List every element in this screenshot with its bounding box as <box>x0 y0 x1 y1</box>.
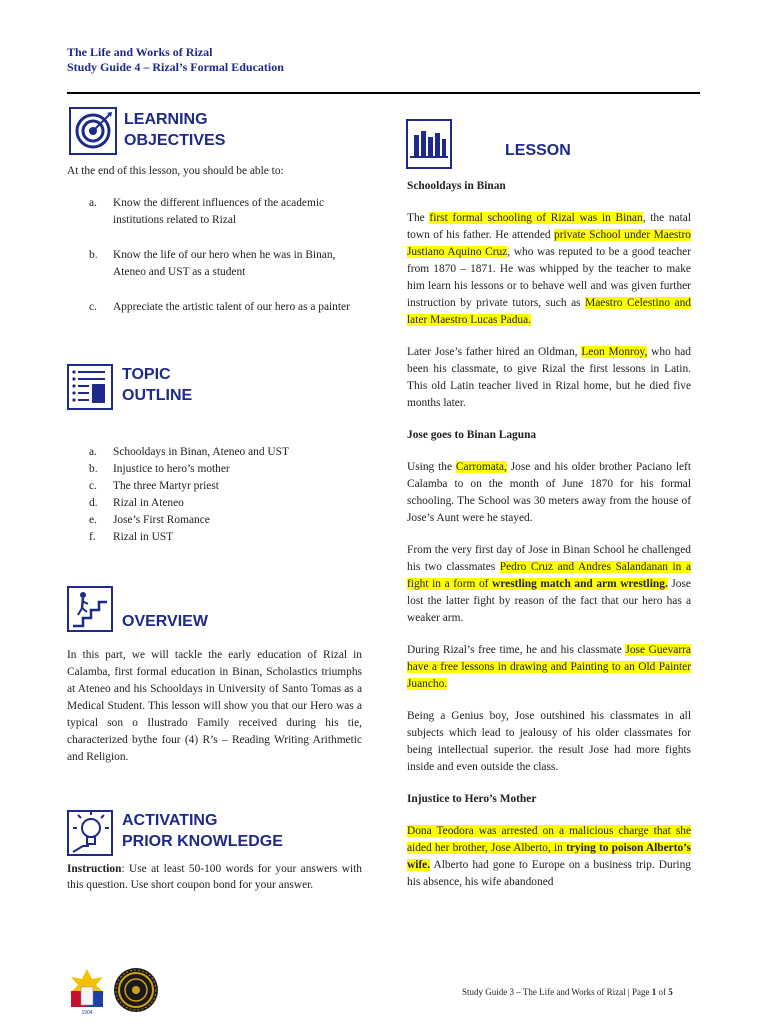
topic-letter: a. <box>89 446 97 458</box>
university-logo <box>66 967 108 1017</box>
list-item <box>89 461 359 478</box>
college-seal <box>113 967 159 1013</box>
objective-item <box>89 247 359 281</box>
topic-outline-title-line2: OUTLINE <box>122 387 193 404</box>
text-span: Jose lost the latter fight by reason of the fact that our hero has a weaker arm. <box>407 578 691 624</box>
topic-letter: c. <box>89 480 97 492</box>
page-total: 5 <box>668 987 673 997</box>
objective-text: Know the life of our hero when he was in Binan, Ateneo and UST as a student <box>113 249 336 278</box>
list-item <box>89 444 359 461</box>
text-span: During Rizal’s free time, he and his classmate <box>407 644 626 656</box>
objective-letter: b. <box>89 249 98 261</box>
topic-letter: f. <box>89 531 96 543</box>
highlighted-text: Dona Teodora was arrested on a malicious charge that she aided her brother, Jose Alberto, in <box>407 825 691 854</box>
course-title: The Life and Works of Rizal <box>67 45 213 59</box>
list-item <box>89 478 359 495</box>
lesson-paragraph <box>407 459 691 527</box>
text-span: , the natal town of his father. He attended <box>407 212 691 241</box>
text-span: From the very first day of Jose in Binan School he challenged his two classmates <box>407 544 691 573</box>
text-span: The <box>407 212 430 224</box>
topic-text: Jose’s First Romance <box>113 514 210 526</box>
footer-of: of <box>656 987 669 997</box>
lightbulb-icon <box>67 810 113 856</box>
objective-text: Appreciate the artistic talent of our hero as a painter <box>113 301 350 313</box>
books-icon <box>406 119 452 169</box>
page-footer <box>462 987 702 997</box>
topic-text: Injustice to hero’s mother <box>113 463 230 475</box>
footer-text: Study Guide 3 – The Life and Works of Rizal | Page <box>462 987 652 997</box>
list-item <box>89 495 359 512</box>
list-icon <box>67 364 113 410</box>
highlighted-text: first formal schooling of Rizal was in Binan <box>429 212 643 224</box>
topic-text: The three Martyr priest <box>113 480 219 492</box>
objective-item <box>89 299 359 316</box>
highlighted-text: Jose Guevarra have a free lessons in drawing and Painting to an Old Painter Juancho. <box>407 644 691 690</box>
lesson-paragraph <box>407 542 691 627</box>
activating-instruction <box>67 861 362 893</box>
activating-title-line1: ACTIVATING <box>122 812 218 829</box>
learning-objectives-title-line1: LEARNING <box>124 111 208 128</box>
topic-letter: b. <box>89 463 98 475</box>
topic-outline-title-line1: TOPIC <box>122 366 171 383</box>
learning-objectives-title-line2: OBJECTIVES <box>124 132 226 149</box>
instruction-label: Instruction <box>67 863 122 875</box>
highlighted-text: Pedro Cruz and Andres Salandanan in a fight in a form of <box>407 561 691 590</box>
logo-year: 1904 <box>81 1010 93 1016</box>
lesson-title: LESSON <box>505 142 571 159</box>
study-guide-title: Study Guide 4 – Rizal’s Formal Education <box>67 60 284 74</box>
lesson-paragraph: Being a Genius boy, Jose outshined his classmates in all subjects which lead to jealousy of his older classmates for being intellectual superior. the result Jose had more fights inside and even outside the class. <box>407 710 691 773</box>
objective-letter: a. <box>89 197 97 209</box>
objectives-intro: At the end of this lesson, you should be able to: <box>67 165 284 177</box>
highlighted-text: Leon Monroy, <box>581 346 648 358</box>
overview-title: OVERVIEW <box>122 613 208 630</box>
topic-text: Rizal in UST <box>113 531 174 543</box>
activating-title-line2: PRIOR KNOWLEDGE <box>122 833 283 850</box>
instruction-text: : Use at least 50-100 words for your answers with this question. Use short coupon bond for your answer. <box>67 863 362 891</box>
text-span: Using the <box>407 461 456 473</box>
objective-text: Know the different influences of the academic institutions related to Rizal <box>113 197 325 226</box>
highlighted-text: private School under Maestro Justiano Aquino Cruz <box>407 229 691 258</box>
topic-list <box>89 444 359 546</box>
lesson-subheading: Injustice to Hero’s Mother <box>407 793 537 805</box>
topic-text: Schooldays in Binan, Ateneo and UST <box>113 446 289 458</box>
activating-title <box>122 810 283 852</box>
objective-item <box>89 195 359 229</box>
lesson-paragraph <box>407 210 691 329</box>
topic-text: Rizal in Ateneo <box>113 497 184 509</box>
lesson-subheading: Schooldays in Binan <box>407 180 506 192</box>
objective-letter: c. <box>89 301 97 313</box>
text-span: who had been his classmate, to give Rizal the first lessons in Latin. This old Latin teacher lived in Rizal home, but he died five months later. <box>407 346 691 409</box>
target-icon <box>69 107 117 155</box>
overview-body: In this part, we will tackle the early education of Rizal in Calamba, first formal education in Binan, Scholastics triumphs at Ateneo and his Schooldays in University of Santo Tomas as a Medical Student. This lesson will show you that our Hero was a typical son o Ilustrado Family received during his tie, characterized bythe four (4) R’s – Reading Writing Arithmetic and Religion. <box>67 649 362 763</box>
lesson-subheading: Jose goes to Binan Laguna <box>407 429 537 441</box>
list-item <box>89 512 359 529</box>
text-span: , who was reputed to be a good teacher from 1870 – 1871. He was whipped by the teacher to make him learn his lessons or to behave well and was given further instruction by private tutors, such as <box>407 246 691 309</box>
text-span: Alberto had gone to Europe on a business trip. During his absence, his wife abandoned <box>407 859 691 888</box>
lesson-paragraph <box>407 344 691 412</box>
topic-outline-title <box>122 364 192 406</box>
lesson-paragraph <box>407 823 691 891</box>
lesson-body <box>407 178 691 891</box>
page-number: 1 <box>651 987 657 997</box>
highlighted-bold-text: trying to poison Alberto’s wife. <box>407 842 691 871</box>
lesson-paragraph <box>407 642 691 693</box>
list-item <box>89 529 359 546</box>
header-rule <box>67 92 700 94</box>
highlighted-text: Carromata, <box>455 461 507 473</box>
learning-objectives-title <box>124 109 225 151</box>
topic-letter: d. <box>89 497 98 509</box>
document-header <box>67 45 284 75</box>
highlighted-bold-text: wrestling match and arm wrestling. <box>492 578 668 590</box>
stairs-climber-icon <box>67 586 113 632</box>
text-span: Jose and his older brother Paciano left Calamba to on the month of June 1870 for his formal schooling. The School was 30 meters away from the house of Jose’s Aunt were he stayed. <box>407 461 691 524</box>
topic-letter: e. <box>89 514 97 526</box>
highlighted-text: Maestro Celestino and later Maestro Lucas Padua. <box>407 297 691 326</box>
text-span: Later Jose’s father hired an Oldman, <box>407 346 582 358</box>
